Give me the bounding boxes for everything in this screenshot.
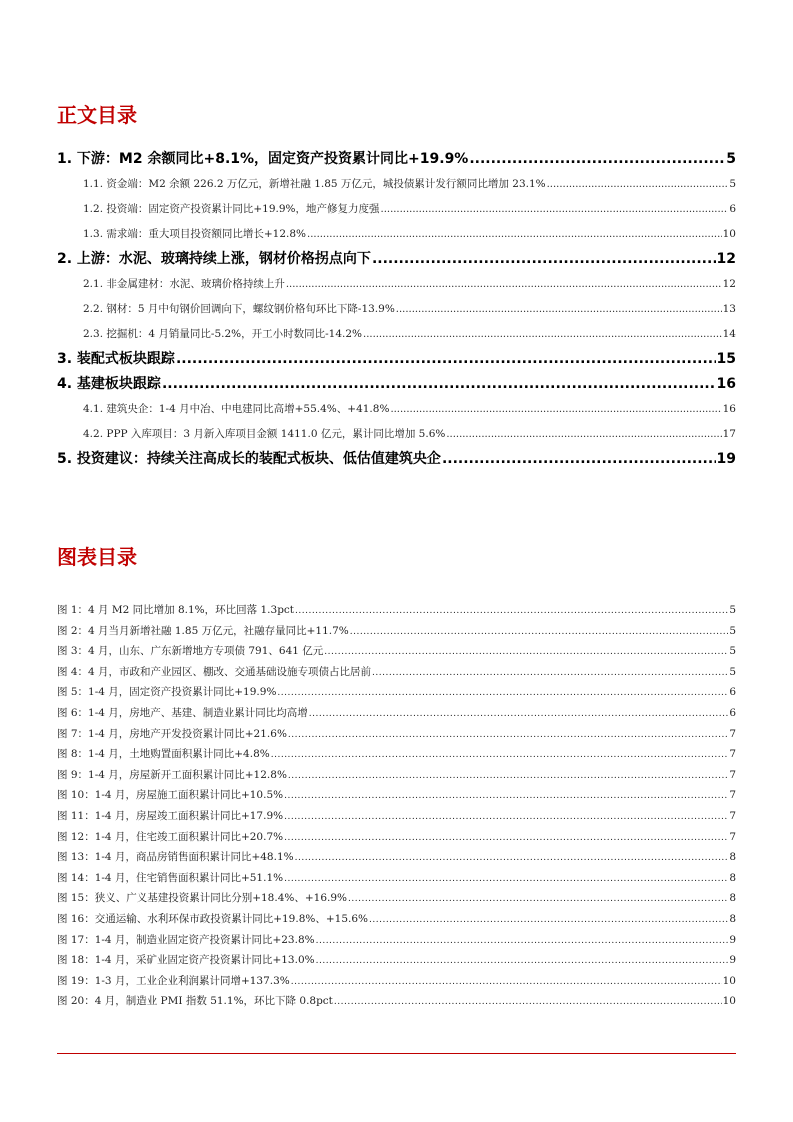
toc-subsection-entry-page-number: 13 bbox=[722, 303, 736, 315]
dot-leader bbox=[372, 662, 728, 684]
figure-entry-page-number: 6 bbox=[729, 686, 736, 699]
toc-subsection-entry-page-number: 6 bbox=[729, 203, 736, 215]
figure-entry-title: 图 12：1-4 月，住宅竣工面积累计同比+20.7% bbox=[57, 830, 284, 843]
dot-leader bbox=[442, 447, 716, 472]
toc-subsection-entry[interactable] bbox=[57, 272, 736, 297]
figure-entry-page-number: 7 bbox=[729, 727, 736, 740]
figure-entry-title: 图 14：1-4 月，住宅销售面积累计同比+51.1% bbox=[57, 871, 284, 884]
figure-entry-title: 图 5：1-4 月，固定资产投资累计同比+19.9% bbox=[57, 686, 277, 699]
figure-entry[interactable] bbox=[57, 662, 736, 683]
toc-section-entry-page-number: 19 bbox=[716, 451, 736, 467]
toc-section-entry-page-number: 12 bbox=[716, 251, 736, 267]
toc-subsection-entry[interactable] bbox=[57, 197, 736, 222]
toc-section-entry-page-number: 16 bbox=[716, 376, 736, 392]
figure-entry-title: 图 7：1-4 月，房地产开发投资累计同比+21.6% bbox=[57, 727, 287, 740]
dot-leader bbox=[295, 847, 729, 869]
dot-leader bbox=[309, 703, 729, 725]
dot-leader bbox=[390, 397, 721, 422]
figure-entry[interactable] bbox=[57, 971, 736, 992]
dot-leader bbox=[369, 909, 728, 931]
toc-subsection-entry-page-number: 12 bbox=[722, 278, 736, 290]
figure-entry[interactable] bbox=[57, 600, 736, 621]
toc-subsection-entry-page-number: 14 bbox=[722, 328, 736, 340]
figure-entry[interactable] bbox=[57, 950, 736, 971]
figure-entry-page-number: 7 bbox=[729, 789, 736, 802]
dot-leader bbox=[446, 422, 721, 447]
toc-subsection-entry-title: 4.1. 建筑央企：1-4 月中冶、中电建同比高增+55.4%、+41.8% bbox=[83, 403, 390, 415]
figure-entry[interactable] bbox=[57, 703, 736, 724]
figure-entry[interactable] bbox=[57, 847, 736, 868]
figure-entry-page-number: 5 bbox=[729, 665, 736, 678]
toc-heading: 正文目录 bbox=[57, 103, 137, 127]
figure-entry[interactable] bbox=[57, 744, 736, 765]
figure-entry-page-number: 10 bbox=[722, 974, 736, 987]
figure-entry-title: 图 19：1-3 月，工业企业利润累计同增+137.3% bbox=[57, 974, 290, 987]
figure-entry[interactable] bbox=[57, 827, 736, 848]
toc-subsection-entry-page-number: 5 bbox=[729, 178, 736, 190]
dot-leader bbox=[286, 272, 722, 297]
toc-section-entry[interactable] bbox=[57, 147, 736, 172]
dot-leader bbox=[271, 744, 729, 766]
figure-entry-page-number: 6 bbox=[729, 706, 736, 719]
figures-heading: 图表目录 bbox=[57, 545, 137, 569]
figure-entry-title: 图 1：4 月 M2 同比增加 8.1%，环比回落 1.3pct bbox=[57, 604, 295, 616]
figure-entry-page-number: 5 bbox=[729, 604, 736, 616]
toc-section-entry-title: 1. 下游：M2 余额同比+8.1%，固定资产投资累计同比+19.9% bbox=[57, 151, 469, 167]
figure-entry-title: 图 2：4 月当月新增社融 1.85 万亿元，社融存量同比+11.7% bbox=[57, 624, 349, 637]
dot-leader bbox=[277, 682, 728, 704]
figure-entry[interactable] bbox=[57, 621, 736, 642]
figure-entry-title: 图 20：4 月，制造业 PMI 指数 51.1%，环比下降 0.8pct bbox=[57, 995, 333, 1008]
toc-section-entry-title: 2. 上游：水泥、玻璃持续上涨，钢材价格拐点向下 bbox=[57, 251, 371, 267]
dot-leader bbox=[348, 888, 728, 910]
toc-subsection-entry[interactable] bbox=[57, 297, 736, 322]
figure-entry-title: 图 8：1-4 月，土地购置面积累计同比+4.8% bbox=[57, 748, 270, 761]
figure-entry[interactable] bbox=[57, 868, 736, 889]
toc-subsection-entry-title: 1.2. 投资端：固定资产投资累计同比+19.9%，地产修复力度强 bbox=[83, 203, 380, 215]
dot-leader bbox=[547, 172, 729, 197]
dot-leader bbox=[316, 930, 729, 952]
toc-section-entry-title: 4. 基建板块跟踪 bbox=[57, 376, 161, 392]
figure-entry-title: 图 3：4 月，山东、广东新增地方专项债 791、641 亿元 bbox=[57, 645, 324, 658]
figure-entry-page-number: 8 bbox=[729, 871, 736, 884]
figure-entry-page-number: 9 bbox=[729, 933, 736, 946]
dot-leader bbox=[350, 621, 729, 643]
figure-entry-page-number: 8 bbox=[729, 851, 736, 864]
dot-leader bbox=[284, 806, 728, 828]
dot-leader bbox=[363, 322, 722, 347]
list-of-figures bbox=[57, 600, 736, 1012]
toc-section-entry[interactable] bbox=[57, 347, 736, 372]
toc-section-entry[interactable] bbox=[57, 372, 736, 397]
figure-entry-title: 图 4：4 月，市政和产业园区、棚改、交通基础设施专项债占比居前 bbox=[57, 665, 372, 678]
figure-entry[interactable] bbox=[57, 806, 736, 827]
dot-leader bbox=[162, 372, 716, 397]
dot-leader bbox=[316, 950, 729, 972]
dot-leader bbox=[396, 297, 722, 322]
figure-entry-title: 图 11：1-4 月，房屋竣工面积累计同比+17.9% bbox=[57, 809, 284, 822]
toc-subsection-entry-page-number: 17 bbox=[722, 428, 736, 440]
toc-section-entry-title: 3. 装配式板块跟踪 bbox=[57, 351, 175, 367]
figure-entry[interactable] bbox=[57, 930, 736, 951]
toc-subsection-entry-title: 2.3. 挖掘机：4 月销量同比-5.2%，开工小时数同比-14.2% bbox=[83, 328, 363, 340]
figure-entry-title: 图 10：1-4 月，房屋施工面积累计同比+10.5% bbox=[57, 789, 284, 802]
figure-entry[interactable] bbox=[57, 909, 736, 930]
toc-subsection-entry-title: 1.1. 资金端：M2 余额 226.2 万亿元，新增社融 1.85 万亿元，城投债累计发行额同比增加 23.1% bbox=[83, 178, 546, 190]
figure-entry[interactable] bbox=[57, 888, 736, 909]
figure-entry-title: 图 15：狭义、广义基建投资累计同比分别+18.4%、+16.9% bbox=[57, 892, 348, 905]
figure-entry-title: 图 17：1-4 月，制造业固定资产投资累计同比+23.8% bbox=[57, 933, 315, 946]
dot-leader bbox=[288, 724, 728, 746]
figure-entry-page-number: 7 bbox=[729, 768, 736, 781]
figure-entry-page-number: 8 bbox=[729, 912, 736, 925]
dot-leader bbox=[307, 222, 722, 247]
dot-leader bbox=[284, 785, 728, 807]
figure-entry-title: 图 6：1-4 月，房地产、基建、制造业累计同比均高增 bbox=[57, 706, 308, 719]
toc-subsection-entry-title: 1.3. 需求端：重大项目投资额同比增长+12.8% bbox=[83, 228, 307, 240]
toc-subsection-entry-page-number: 16 bbox=[722, 403, 736, 415]
dot-leader bbox=[334, 991, 722, 1013]
toc-section-entry-title: 5. 投资建议：持续关注高成长的装配式板块、低估值建筑央企 bbox=[57, 451, 441, 467]
dot-leader bbox=[284, 827, 728, 849]
toc-subsection-entry[interactable] bbox=[57, 397, 736, 422]
toc-subsection-entry[interactable] bbox=[57, 222, 736, 247]
figure-entry-page-number: 7 bbox=[729, 809, 736, 822]
toc-section-entry[interactable] bbox=[57, 247, 736, 272]
footer-rule bbox=[57, 1053, 736, 1054]
toc-section-entry-page-number: 5 bbox=[726, 151, 736, 167]
toc-section-entry-page-number: 15 bbox=[716, 351, 736, 367]
dot-leader bbox=[288, 765, 728, 787]
figure-entry-page-number: 5 bbox=[729, 645, 736, 658]
toc-subsection-entry[interactable] bbox=[57, 322, 736, 347]
dot-leader bbox=[291, 971, 722, 993]
toc-subsection-entry-title: 2.1. 非金属建材：水泥、玻璃价格持续上升 bbox=[83, 278, 285, 290]
dot-leader bbox=[381, 197, 729, 222]
figure-entry[interactable] bbox=[57, 785, 736, 806]
toc-section-entry[interactable] bbox=[57, 447, 736, 472]
dot-leader bbox=[295, 600, 728, 622]
dot-leader bbox=[372, 247, 716, 272]
toc-subsection-entry[interactable] bbox=[57, 422, 736, 447]
figure-entry-title: 图 9：1-4 月，房屋新开工面积累计同比+12.8% bbox=[57, 768, 287, 781]
figure-entry-page-number: 9 bbox=[729, 954, 736, 967]
dot-leader bbox=[176, 347, 716, 372]
figure-entry[interactable] bbox=[57, 724, 736, 745]
toc-subsection-entry-title: 2.2. 钢材：5 月中旬钢价回调向下，螺纹钢价格旬环比下降-13.9% bbox=[83, 303, 395, 315]
toc-subsection-entry[interactable] bbox=[57, 172, 736, 197]
figure-entry[interactable] bbox=[57, 682, 736, 703]
figure-entry-page-number: 7 bbox=[729, 748, 736, 761]
figure-entry-title: 图 16：交通运输、水利环保市政投资累计同比+19.8%、+15.6% bbox=[57, 912, 369, 925]
figure-entry[interactable] bbox=[57, 641, 736, 662]
figure-entry-page-number: 8 bbox=[729, 892, 736, 905]
figure-entry-title: 图 13：1-4 月，商品房销售面积累计同比+48.1% bbox=[57, 851, 294, 864]
figure-entry-page-number: 5 bbox=[729, 624, 736, 637]
dot-leader bbox=[324, 641, 728, 663]
dot-leader bbox=[469, 147, 725, 172]
figure-entry-page-number: 7 bbox=[729, 830, 736, 843]
toc-subsection-entry-title: 4.2. PPP 入库项目：3 月新入库项目金额 1411.0 亿元，累计同比增加 5.6% bbox=[83, 428, 446, 440]
figure-entry-page-number: 10 bbox=[722, 995, 736, 1008]
table-of-contents bbox=[57, 147, 736, 472]
figure-entry-title: 图 18：1-4 月，采矿业固定资产投资累计同比+13.0% bbox=[57, 954, 315, 967]
figure-entry[interactable] bbox=[57, 765, 736, 786]
figure-entry[interactable] bbox=[57, 991, 736, 1012]
toc-subsection-entry-page-number: 10 bbox=[722, 228, 736, 240]
dot-leader bbox=[284, 868, 728, 890]
